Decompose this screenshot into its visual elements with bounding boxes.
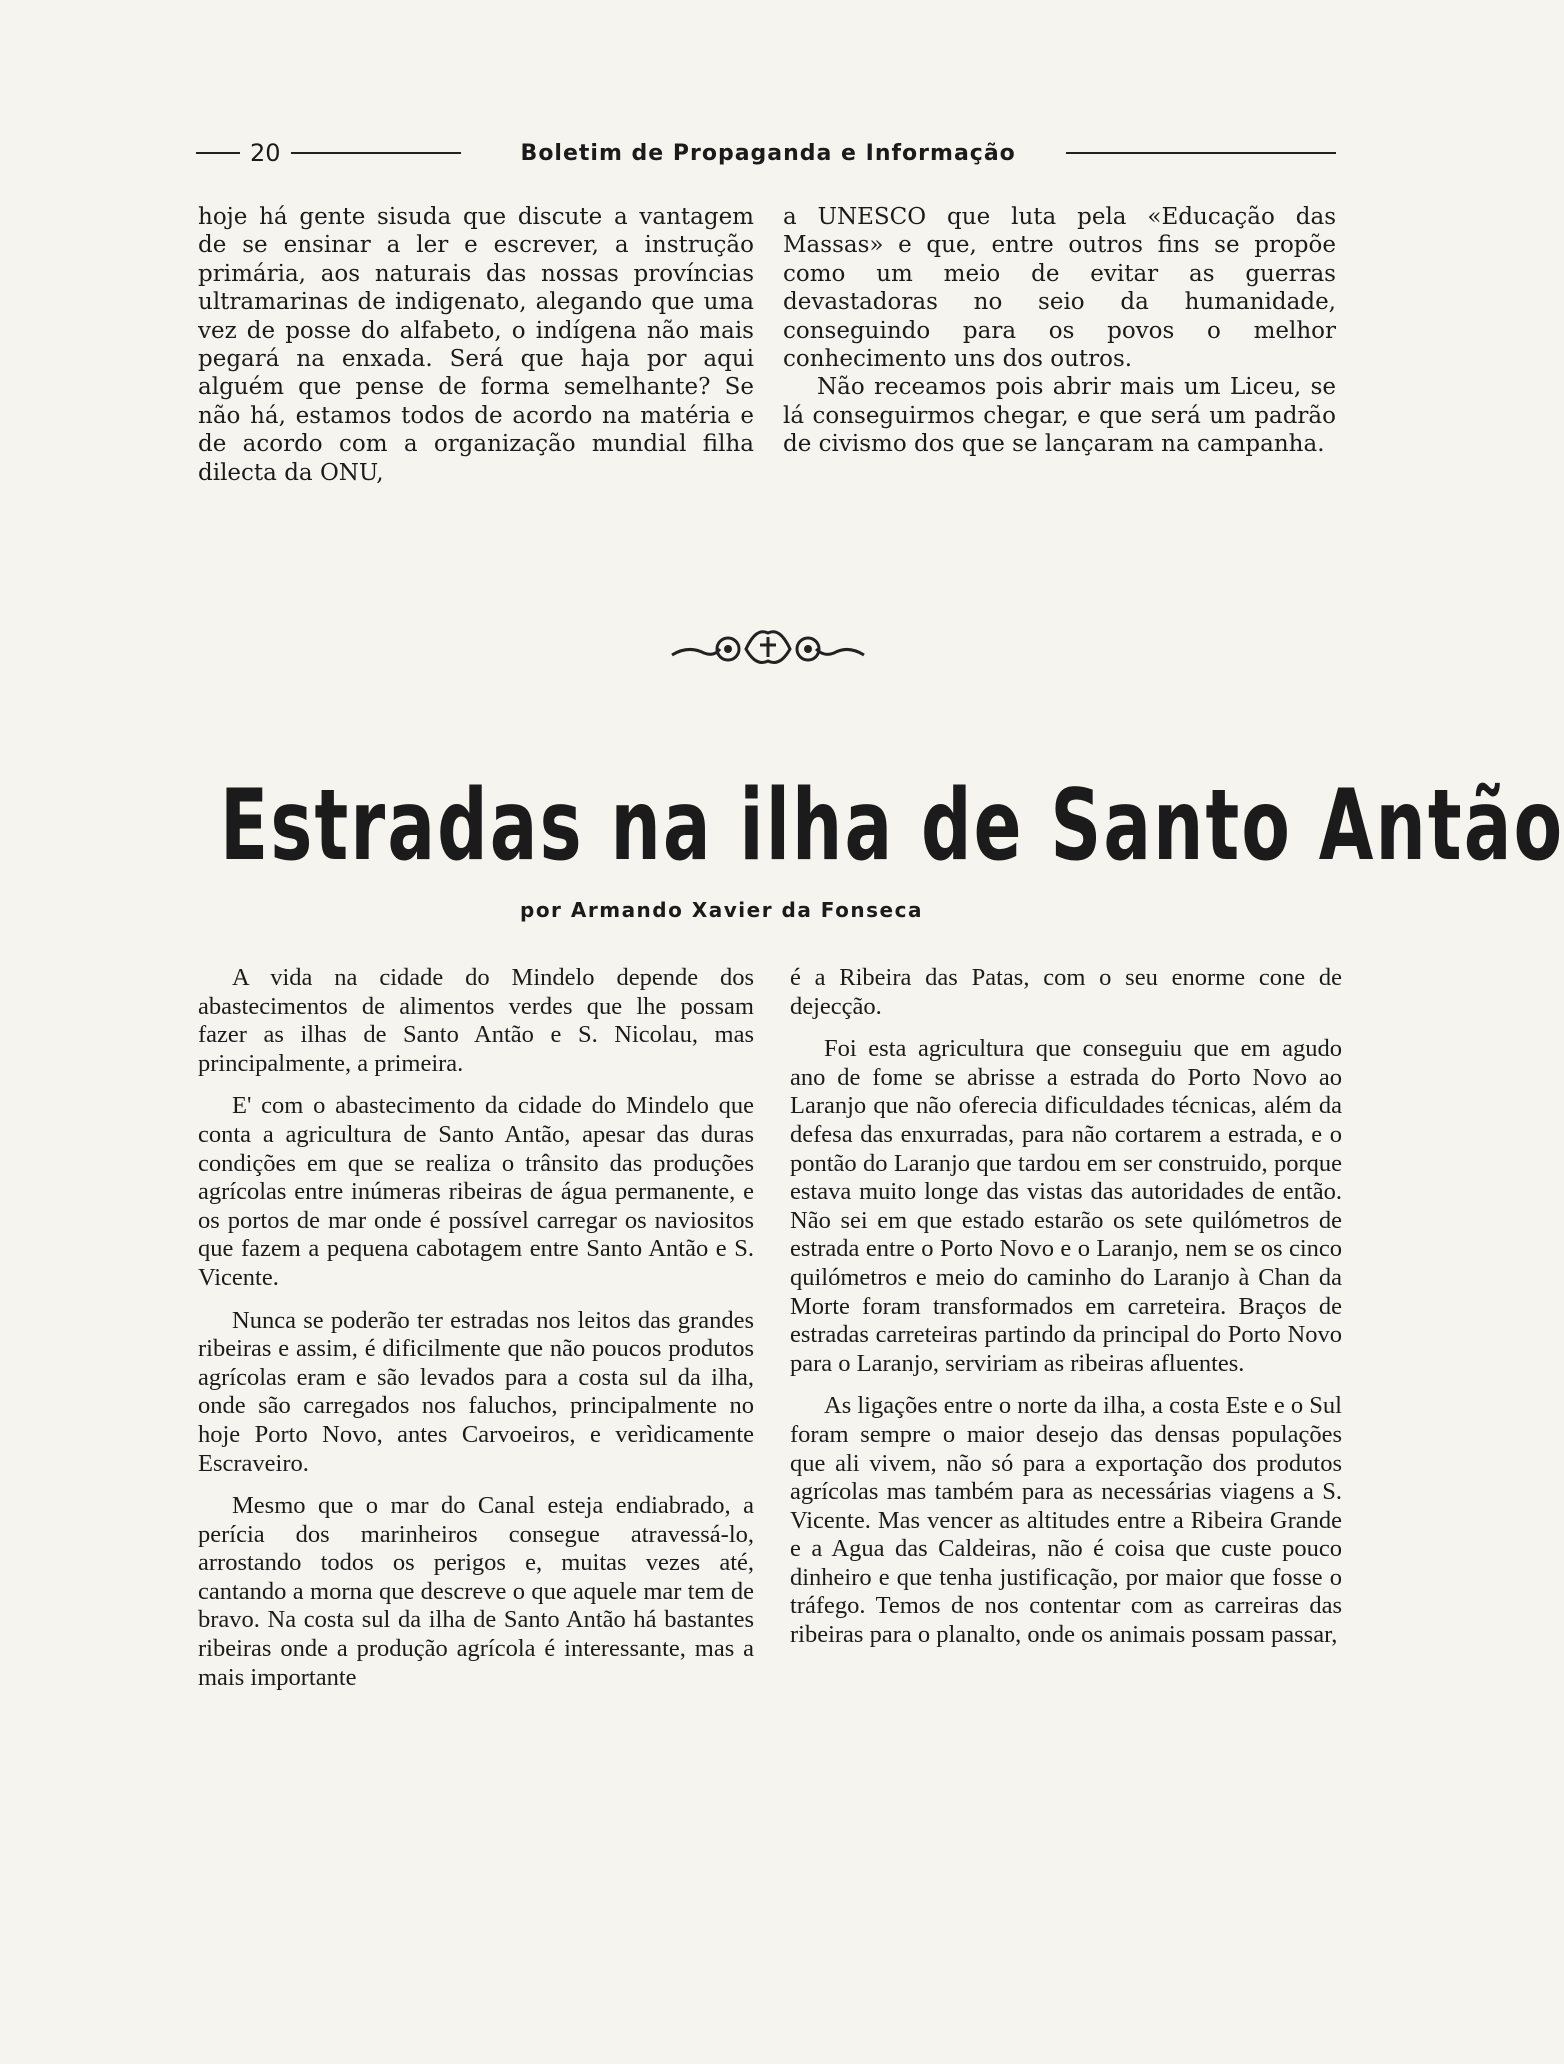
paragraph: As ligações entre o norte da ilha, a costa Este e o Sul foram sempre o maior desejo das densas populações que ali vivem, não só para a exportação dos produtos agrícolas mas também para as necessárias viagens a S. Vicente. Mas vencer as altitudes entre a Ribeira Grande e a Agua das Caldeiras, não é coisa que custe pouco dinheiro e que tenha justificação, por maior que fosse o tráfego. Temos de nos contentar com as carreiras das ribeiras para o planalto, onde os animais possam passar,: [790, 1392, 1342, 1649]
paragraph: Foi esta agricultura que conseguiu que em agudo ano de fome se abrisse a estrada do Porto Novo ao Laranjo que não oferecia dificuldades técnicas, além da defesa das enxurradas, para não cortarem a estrada, e o pontão do Laranjo que tardou em ser construido, porque estava muito longe das vistas das autoridades de então. Não sei em que estado estarão os sete quilómetros de estrada entre o Porto Novo e o Laranjo, nem se os cinco quilómetros e meio do caminho do Laranjo à Chan da Morte foram transformados em carreteira. Braços de estradas carreteiras partindo da principal do Porto Novo para o Laranjo, serviriam as ribeiras afluentes.: [790, 1035, 1342, 1377]
paragraph: Mesmo que o mar do Canal esteja endiabrado, a perícia dos marinheiros consegue atravessá-lo, arrostando todos os perigos e, muitas vezes até, cantando a morna que descreve o que aquele mar tem de bravo. Na costa sul da ilha de Santo Antão há bastantes ribeiras onde a produção agrícola é interessante, mas a mais importante: [198, 1492, 754, 1691]
upper-right-column: [783, 203, 1336, 459]
paragraph: A vida na cidade do Mindelo depende dos abastecimentos de alimentos verdes que lhe possam fazer as ilhas de Santo Antão e S. Nicolau, mas principalmente, a primeira.: [198, 964, 754, 1077]
floral-ornament-icon: [668, 615, 868, 675]
article-right-column: [790, 964, 1342, 1664]
publication-title: Boletim de Propaganda e Informação: [520, 140, 1016, 166]
article-title: Estradas na ilha de Santo Antão: [220, 769, 1564, 883]
running-header: [196, 138, 1336, 168]
paragraph: E' com o abastecimento da cidade do Mindelo que conta a agricultura de Santo Antão, apesar das duras condições em que se realiza o trânsito das produções agrícolas entre inúmeras ribeiras de água permanente, e os portos de mar onde é possível carregar os naviositos que fazem a pequena cabotagem entre Santo Antão e S. Vicente.: [198, 1092, 754, 1291]
paragraph: Nunca se poderão ter estradas nos leitos das grandes ribeiras e assim, é dificilmente que não poucos produtos agrícolas eram e são levados para a costa sul da ilha, onde são carregados nos faluchos, principalmente no hoje Porto Novo, antes Carvoeiros, e verìdicamente Escraveiro.: [198, 1306, 754, 1477]
header-rule-middle: [291, 152, 461, 154]
article-left-column: [198, 964, 754, 1706]
header-rule-right: [1066, 152, 1336, 154]
paragraph: é a Ribeira das Patas, com o seu enorme cone de dejecção.: [790, 964, 1342, 1020]
paragraph: hoje há gente sisuda que discute a vantagem de se ensinar a ler e escrever, a instrução primária, aos naturais das nossas províncias ultramarinas de indigenato, alegando que uma vez de posse do alfabeto, o indígena não mais pegará na enxada. Será que haja por aqui alguém que pense de forma semelhante? Se não há, estamos todos de acordo na matéria e de acordo com a organização mundial filha dilecta da ONU,: [198, 204, 754, 486]
header-rule-left: [196, 152, 240, 154]
article-byline: por Armando Xavier da Fonseca: [520, 898, 923, 922]
paragraph: a UNESCO que luta pela «Educação das Massas» e que, entre outros fins se propõe como um meio de evitar as guerras devastadoras no seio da humanidade, conseguindo para os povos o melhor conhecimento uns dos outros.: [783, 204, 1336, 373]
upper-left-column: [198, 203, 754, 487]
paragraph: Não receamos pois abrir mais um Liceu, se lá conseguirmos chegar, e que será um padrão de civismo dos que se lançaram na campanha.: [783, 374, 1336, 458]
page-number: 20: [250, 139, 281, 167]
